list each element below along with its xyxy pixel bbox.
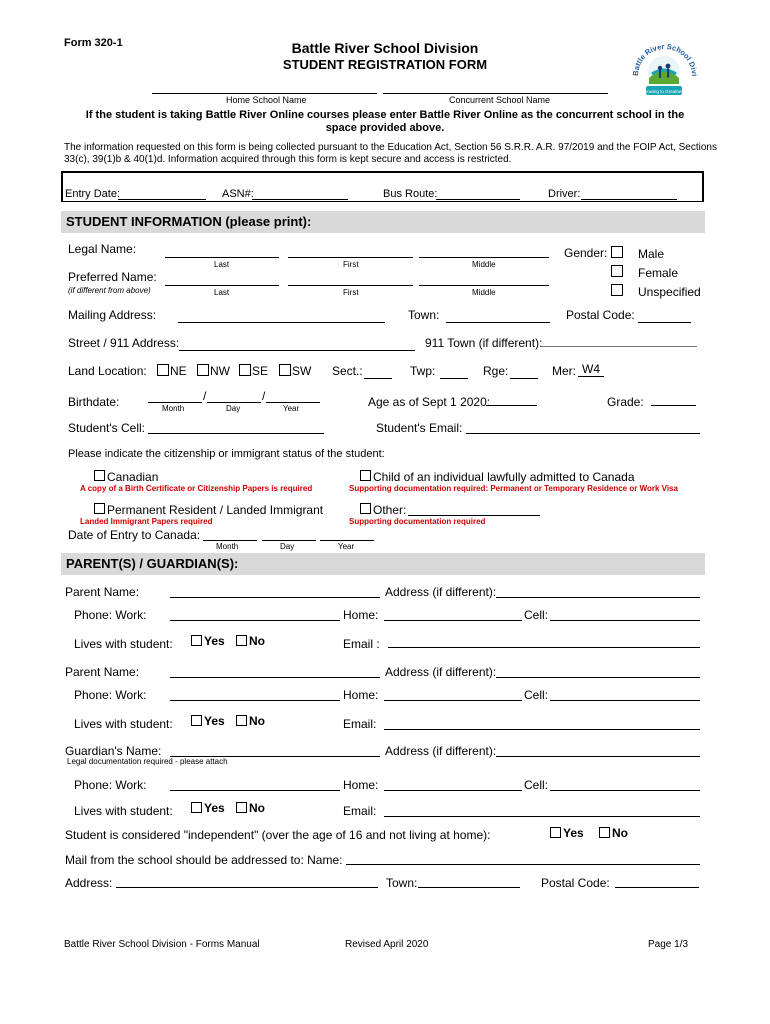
division-name: Battle River School Division	[291, 40, 479, 56]
legal-last-line[interactable]	[165, 257, 279, 258]
form-number: Form 320-1	[64, 37, 123, 49]
guardian-lives-no-checkbox[interactable]	[236, 802, 247, 813]
parent1-lives-no-checkbox[interactable]	[236, 635, 247, 646]
concurrent-school-line[interactable]	[383, 93, 608, 94]
other-status-checkbox[interactable]	[360, 503, 371, 514]
parent1-lives-no-label: No	[249, 634, 265, 648]
first-caption: First	[343, 260, 359, 269]
legal-name-label: Legal Name:	[68, 242, 137, 256]
street-address-line[interactable]	[179, 350, 415, 351]
entry-month-line[interactable]	[203, 540, 257, 541]
driver-label: Driver:	[548, 188, 581, 200]
parent1-email-line[interactable]	[388, 647, 700, 648]
nw-checkbox[interactable]	[197, 364, 209, 376]
parent1-work-label: Phone: Work:	[74, 608, 147, 622]
canadian-label: Canadian	[107, 470, 159, 484]
asn-label: ASN#:	[222, 188, 254, 200]
street-address-label: Street / 911 Address:	[68, 336, 180, 350]
land-location-label: Land Location:	[68, 364, 147, 378]
ne-label: NE	[170, 364, 187, 378]
se-checkbox[interactable]	[239, 364, 251, 376]
guardian-cell-line[interactable]	[550, 790, 700, 791]
mail-to-line[interactable]	[346, 864, 700, 865]
child-lawful-checkbox[interactable]	[360, 470, 371, 481]
mail-town-label: Town:	[386, 876, 418, 890]
parent2-address-label: Address (if different):	[385, 665, 497, 679]
parent2-address-line[interactable]	[496, 677, 700, 678]
entry-year-caption: Year	[338, 542, 355, 551]
parent2-work-label: Phone: Work:	[74, 688, 147, 702]
mer-label: Mer:	[552, 364, 576, 378]
birth-slash-1: /	[203, 389, 207, 403]
independent-label: Student is considered "independent" (over the age of 16 and not living at home):	[65, 828, 491, 842]
footer-left: Battle River School Division - Forms Manual	[64, 939, 260, 950]
gender-label: Gender:	[564, 246, 608, 260]
first-caption-2: First	[343, 288, 359, 297]
legal-middle-line[interactable]	[419, 257, 549, 258]
day-caption: Day	[226, 404, 241, 413]
sect-line[interactable]	[364, 378, 392, 379]
mailing-address-label: Mailing Address:	[68, 308, 157, 322]
permanent-resident-label: Permanent Resident / Landed Immigrant	[107, 503, 324, 517]
independent-no-label: No	[612, 826, 628, 840]
guardian-email-line[interactable]	[384, 816, 700, 817]
guardian-address-label: Address (if different):	[385, 744, 497, 758]
parent2-lives-label: Lives with student:	[74, 717, 173, 731]
guardian-note: Legal documentation required - please attach	[67, 757, 228, 766]
independent-no-checkbox[interactable]	[599, 827, 610, 838]
parent1-cell-label: Cell:	[524, 608, 549, 622]
parent1-lives-yes-label: Yes	[204, 634, 225, 648]
child-lawful-label: Child of an individual lawfully admitted to Canada	[373, 470, 635, 484]
canadian-note: A copy of a Birth Certificate or Citizenship Papers is required	[80, 484, 313, 493]
guardian-cell-label: Cell:	[524, 778, 549, 792]
parent2-lives-yes-label: Yes	[204, 714, 225, 728]
form-title: STUDENT REGISTRATION FORM	[282, 57, 488, 72]
guardian-email-label: Email:	[343, 804, 377, 818]
rge-label: Rge:	[483, 364, 509, 378]
grade-line[interactable]	[651, 405, 696, 406]
gender-unspecified-checkbox[interactable]	[611, 284, 623, 296]
guardian-lives-yes-checkbox[interactable]	[191, 802, 202, 813]
sect-label: Sect.:	[332, 364, 363, 378]
parent1-name-line[interactable]	[170, 597, 380, 598]
concurrent-school-label: Concurrent School Name	[449, 95, 551, 105]
age-line[interactable]	[486, 405, 537, 406]
entry-date-label: Entry Date:	[65, 188, 121, 200]
guardian-work-line[interactable]	[170, 790, 340, 791]
privacy-notice: The information requested on this form is being collected pursuant to the Education Act, Section 56 S.R.R. A.R. 97/2019 and the FOIP Act, Sections 33(c), 39(1)b & 40(1)d. Information acquired through this form is kept secure and access is restricted.	[64, 142, 717, 165]
guardian-name-label: Guardian's Name:	[65, 744, 162, 758]
home-school-line[interactable]	[152, 93, 377, 94]
entry-day-caption: Day	[280, 542, 295, 551]
se-label: SE	[252, 364, 269, 378]
parent1-home-line[interactable]	[384, 620, 522, 621]
guardian-lives-no-label: No	[249, 801, 265, 815]
gender-female-label: Female	[638, 266, 679, 280]
student-info-header: STUDENT INFORMATION (please print):	[61, 211, 705, 233]
parent2-work-line[interactable]	[170, 700, 340, 701]
parent1-address-line[interactable]	[496, 597, 700, 598]
online-notice: If the student is taking Battle River Online courses please enter Battle River Online as the concurrent school in the space provided above.	[85, 109, 685, 134]
parent1-work-line[interactable]	[170, 620, 340, 621]
parents-header: PARENT(S) / GUARDIAN(S):	[61, 553, 705, 575]
year-caption: Year	[283, 404, 300, 413]
age-label: Age as of Sept 1 2020:	[368, 395, 491, 409]
guardian-lives-label: Lives with student:	[74, 804, 173, 818]
preferred-note: (if different from above)	[68, 286, 151, 295]
town-label: Town:	[408, 308, 440, 322]
parent2-home-line[interactable]	[384, 700, 522, 701]
town-911-line[interactable]	[541, 346, 697, 347]
gender-female-checkbox[interactable]	[611, 265, 623, 277]
gender-male-label: Male	[638, 247, 665, 261]
twp-label: Twp:	[410, 364, 436, 378]
rge-line[interactable]	[510, 378, 538, 379]
parent2-email-line[interactable]	[384, 729, 700, 730]
guardian-work-label: Phone: Work:	[74, 778, 147, 792]
nw-label: NW	[210, 364, 230, 378]
other-status-note: Supporting documentation required	[349, 517, 486, 526]
preferred-last-line[interactable]	[165, 285, 279, 286]
sw-checkbox[interactable]	[279, 364, 291, 376]
entry-day-line[interactable]	[262, 540, 316, 541]
mail-postal-label: Postal Code:	[541, 876, 610, 890]
independent-yes-label: Yes	[563, 826, 584, 840]
birth-month-line[interactable]	[148, 402, 202, 403]
entry-year-line[interactable]	[320, 540, 374, 541]
birth-day-line[interactable]	[207, 402, 261, 403]
parent2-lives-yes-checkbox[interactable]	[191, 715, 202, 726]
sw-label: SW	[292, 364, 312, 378]
ne-checkbox[interactable]	[157, 364, 169, 376]
parent2-cell-line[interactable]	[550, 700, 700, 701]
mail-address-label: Address:	[65, 876, 113, 890]
last-caption: Last	[214, 260, 230, 269]
asn-line[interactable]	[252, 199, 348, 200]
entry-month-caption: Month	[216, 542, 239, 551]
mer-value: W4	[582, 362, 600, 376]
mail-postal-line[interactable]	[615, 887, 699, 888]
guardian-address-line[interactable]	[496, 756, 700, 757]
other-status-label: Other:	[373, 503, 407, 517]
guardian-home-line[interactable]	[384, 790, 522, 791]
parent1-lives-yes-checkbox[interactable]	[191, 635, 202, 646]
mail-to-label: Mail from the school should be addressed to: Name:	[65, 853, 343, 867]
date-entry-label: Date of Entry to Canada:	[68, 528, 201, 542]
postal-code-line[interactable]	[638, 322, 691, 323]
student-cell-label: Student's Cell:	[68, 421, 145, 435]
last-caption-2: Last	[214, 288, 230, 297]
other-status-line[interactable]	[408, 515, 540, 516]
parent1-home-label: Home:	[343, 608, 379, 622]
parent2-lives-no-checkbox[interactable]	[236, 715, 247, 726]
middle-caption-2: Middle	[472, 288, 496, 297]
svg-text:Growing to Greatness: Growing to Greatness	[642, 89, 686, 94]
parent2-name-line[interactable]	[170, 677, 380, 678]
parent2-email-label: Email:	[343, 717, 377, 731]
mer-line[interactable]	[578, 376, 604, 377]
parent1-name-label: Parent Name:	[65, 585, 140, 599]
footer-center: Revised April 2020	[345, 939, 429, 950]
parent1-cell-line[interactable]	[550, 620, 700, 621]
battle-river-logo	[630, 36, 698, 104]
guardian-lives-yes-label: Yes	[204, 801, 225, 815]
child-lawful-note: Supporting documentation required: Permanent or Temporary Residence or Work Visa	[349, 484, 678, 493]
parent2-lives-no-label: No	[249, 714, 265, 728]
svg-text:Battle River School Division: Battle River School Di	[630, 41, 698, 77]
parent1-email-label: Email :	[343, 637, 380, 651]
mailing-address-line[interactable]	[178, 322, 385, 323]
month-caption: Month	[162, 404, 185, 413]
independent-yes-checkbox[interactable]	[550, 827, 561, 838]
mail-town-line[interactable]	[418, 887, 520, 888]
birth-slash-2: /	[262, 389, 266, 403]
parent1-lives-label: Lives with student:	[74, 637, 173, 651]
citizenship-prompt: Please indicate the citizenship or immigrant status of the student:	[68, 448, 385, 460]
student-cell-line[interactable]	[148, 433, 324, 434]
mail-address-line[interactable]	[116, 887, 378, 888]
twp-line[interactable]	[440, 378, 468, 379]
gender-unspecified-label: Unspecified	[638, 285, 701, 299]
preferred-middle-line[interactable]	[419, 285, 549, 286]
bus-route-label: Bus Route:	[383, 188, 438, 200]
preferred-name-label: Preferred Name:	[68, 270, 157, 284]
legal-first-line[interactable]	[288, 257, 413, 258]
footer-right: Page 1/3	[648, 939, 689, 950]
entry-date-line[interactable]	[118, 199, 206, 200]
middle-caption: Middle	[472, 260, 496, 269]
grade-label: Grade:	[607, 395, 644, 409]
preferred-first-line[interactable]	[288, 285, 413, 286]
home-school-label: Home School Name	[226, 95, 307, 105]
birthdate-label: Birthdate:	[68, 395, 120, 409]
gender-male-checkbox[interactable]	[611, 246, 623, 258]
parent1-address-label: Address (if different):	[385, 585, 497, 599]
permanent-resident-note: Landed Immigrant Papers required	[80, 517, 213, 526]
parent2-name-label: Parent Name:	[65, 665, 140, 679]
guardian-home-label: Home:	[343, 778, 379, 792]
parent2-home-label: Home:	[343, 688, 379, 702]
driver-line[interactable]	[581, 199, 677, 200]
canadian-checkbox[interactable]	[94, 470, 105, 481]
bus-route-line[interactable]	[436, 199, 520, 200]
town-911-label: 911 Town (if different):	[425, 336, 543, 350]
postal-code-label: Postal Code:	[566, 308, 635, 322]
student-email-line[interactable]	[466, 433, 700, 434]
parent2-cell-label: Cell:	[524, 688, 549, 702]
student-email-label: Student's Email:	[376, 421, 463, 435]
birth-year-line[interactable]	[266, 402, 320, 403]
town-line[interactable]	[446, 322, 550, 323]
permanent-resident-checkbox[interactable]	[94, 503, 105, 514]
